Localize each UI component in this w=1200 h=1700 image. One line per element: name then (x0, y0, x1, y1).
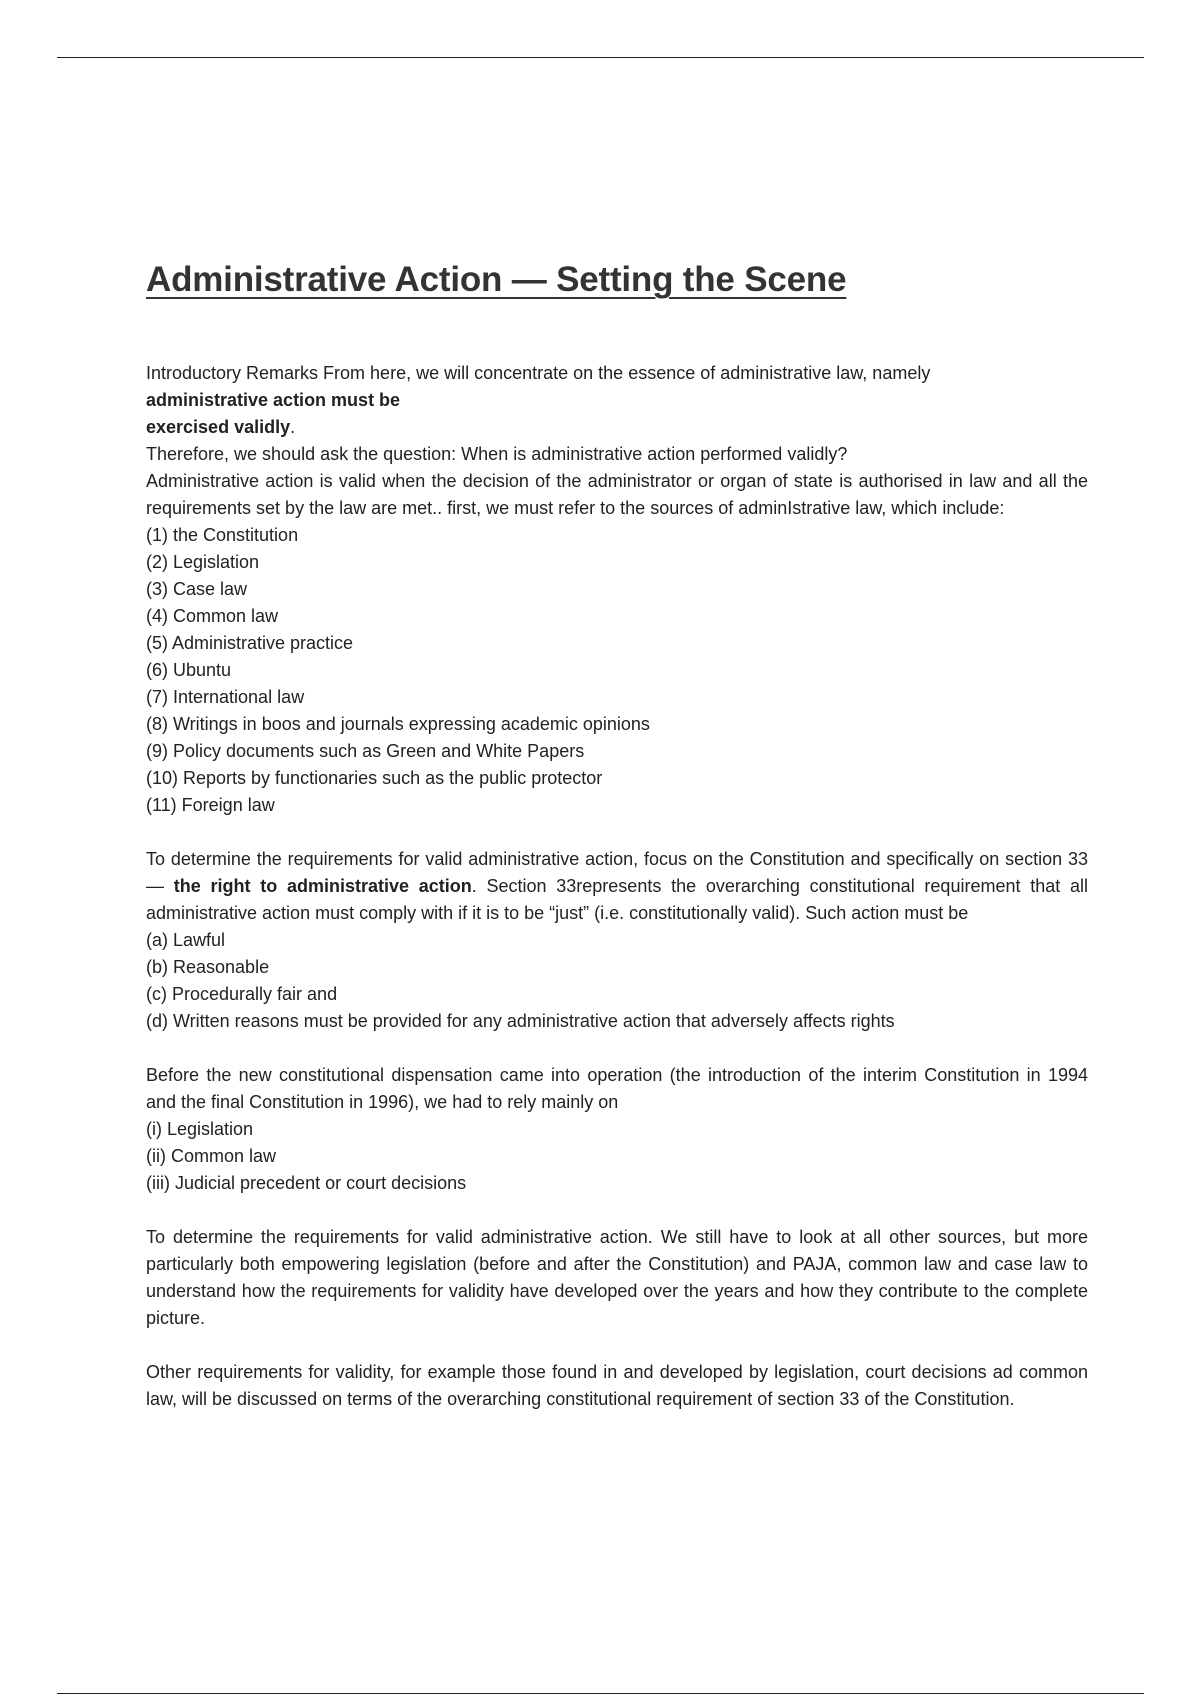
list-item: (c) Procedurally fair and (146, 984, 338, 1004)
sources-list (146, 522, 1088, 819)
requirements-list (146, 927, 1088, 1035)
footer-rule (57, 1693, 1144, 1694)
determine-paragraph: To determine the requirements for valid administrative action. We still have to look at all other sources, but more particularly both empowering legislation (before and after the Constitution) and PAJA, common law and case law to understand how the requirements for validity have developed over the years and how they contribute to the complete picture. (146, 1227, 1088, 1328)
list-item: (7) International law (146, 687, 305, 707)
intro-bold-2: exercised validly (146, 417, 291, 437)
list-item: (2) Legislation (146, 552, 260, 572)
list-item: (ii) Common law (146, 1146, 277, 1166)
intro-bold-1: administrative action must be (146, 390, 401, 410)
before-paragraph: Before the new constitutional dispensation came into operation (the introduction of the interim Constitution in 1994 and the final Constitution in 1996), we had to rely mainly on (146, 1065, 1088, 1112)
section33-paragraph (146, 846, 1088, 927)
section33-bold: the right to administrative action (173, 876, 472, 896)
list-item: (8) Writings in boos and journals expressing academic opinions (146, 714, 650, 734)
list-item: (9) Policy documents such as Green and White Papers (146, 741, 585, 761)
list-item: (a) Lawful (146, 930, 226, 950)
intro-bold-line-2 (146, 414, 1088, 441)
section33-post: . Section 33represents the overarching constitutional requirement that all administrative action must comply with if it is to be “just” (i.e. constitutionally valid). Such action must be (146, 876, 1088, 923)
intro-bold-line-1 (146, 387, 1088, 414)
list-item: (11) Foreign law (146, 795, 275, 815)
historical-sources-list (146, 1116, 1088, 1197)
header-rule (57, 57, 1144, 58)
list-item: (4) Common law (146, 606, 279, 626)
list-item: (3) Case law (146, 579, 248, 599)
list-item: (10) Reports by functionaries such as the public protector (146, 768, 603, 788)
other-requirements-paragraph: Other requirements for validity, for example those found in and developed by legislation, court decisions ad common law, will be discussed on terms of the overarching constitutional requirement of section 33 of the Constitution. (146, 1362, 1088, 1409)
list-item: (d) Written reasons must be provided for any administrative action that adversely affects rights (146, 1011, 895, 1031)
intro-bold-2-tail: . (290, 417, 296, 437)
list-item: (6) Ubuntu (146, 660, 232, 680)
validity-paragraph: Administrative action is valid when the decision of the administrator or organ of state is authorised in law and all the requirements set by the law are met.. first, we must refer to the sources of adminIstrative law, which include: (146, 471, 1088, 518)
intro-paragraph (146, 360, 1088, 387)
list-item: (i) Legislation (146, 1119, 254, 1139)
list-item: (iii) Judicial precedent or court decisions (146, 1173, 467, 1193)
list-item: (5) Administrative practice (146, 633, 354, 653)
intro-lead: Introductory Remarks From here, we will concentrate on the essence of administrative law, namely (146, 363, 931, 383)
list-item: (1) the Constitution (146, 525, 299, 545)
question-paragraph: Therefore, we should ask the question: When is administrative action performed validly? (146, 444, 848, 464)
list-item: (b) Reasonable (146, 957, 270, 977)
page-title: Administrative Action — Setting the Scene (146, 260, 847, 299)
document-body (146, 260, 1088, 1413)
section33-pre: To determine the requirements for valid administrative action, focus on the Constitution and specifically on section 33 — (146, 849, 1088, 896)
